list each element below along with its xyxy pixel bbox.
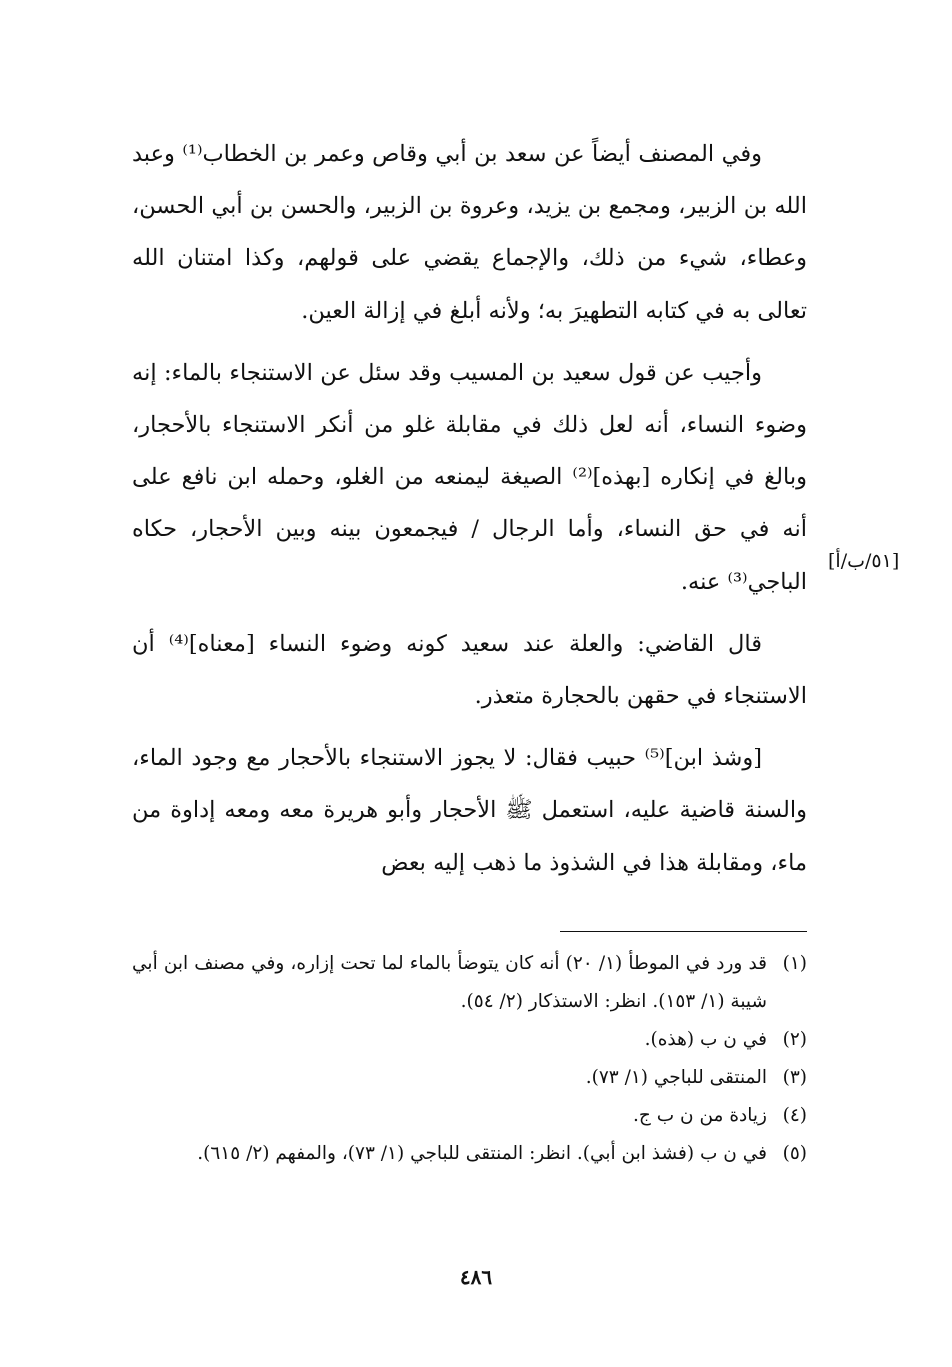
- main-text: [132, 128, 807, 889]
- footnote: [132, 1021, 807, 1059]
- footnote-text: في ن ب (هذه).: [644, 1029, 767, 1050]
- footnote: [132, 1059, 807, 1097]
- footnotes: [132, 945, 807, 1173]
- footnote: [132, 945, 807, 1021]
- footnote-divider: [560, 931, 807, 932]
- paragraph: وفي المصنف أيضاً عن سعد بن أبي وقاص وعمر بن الخطاب⁽¹⁾ وعبد الله بن الزبير، ومجمع بن يزيد، وعروة بن الزبير، والحسن بن أبي الحسن، وعطاء، شيء من ذلك، والإجماع يقضي على قولهم، وكذا امتنان الله تعالى به في كتابه التطهيرَ به؛ ولأنه أبلغ في إزالة العين.: [132, 141, 807, 324]
- footnote: [132, 1097, 807, 1135]
- footnote-text: قد ورد في الموطأ (١/ ٢٠) أنه كان يتوضأ بالماء لما تحت إزاره، وفي مصنف ابن أبي شيبة (١/ ١٥٣). انظر: الاستذكار (٢/ ٥٤).: [132, 953, 767, 1012]
- footnote-number: (٣): [782, 1067, 807, 1088]
- paragraph: وأجيب عن قول سعيد بن المسيب وقد سئل عن الاستنجاء بالماء: إنه وضوء النساء، أنه لعل ذلك في مقابلة غلو من أنكر الاستنجاء بالأحجار، وبالغ في إنكاره [بهذه]⁽²⁾ الصيغة ليمنعه من الغلو، وحمله ابن نافع على أنه في حق النساء، وأما الرجال / فيجمعون بينه وبين الأحجار، حكاه الباجي⁽³⁾ عنه.: [132, 359, 807, 595]
- paragraph: قال القاضي: والعلة عند سعيد كونه وضوء النساء [معناه]⁽⁴⁾ أن الاستنجاء في حقهن بالحجارة متعذر.: [132, 630, 807, 710]
- footnote-text: زيادة من ن ب ج.: [633, 1105, 767, 1126]
- footnote-number: (٤): [782, 1105, 807, 1126]
- paragraph: [وشذ ابن]⁽⁵⁾ حبيب فقال: لا يجوز الاستنجاء بالأحجار مع وجود الماء، والسنة قاضية عليه، استعمل ﷺ الأحجار وأبو هريرة معه ومعه إداوة من ماء، ومقابلة هذا في الشذوذ ما ذهب إليه بعض: [132, 745, 807, 876]
- footnote-text: المنتقى للباجي (١/ ٧٣).: [585, 1067, 767, 1088]
- footnote-number: (١): [782, 953, 807, 974]
- footnote-number: (٢): [782, 1029, 807, 1050]
- page-number: ٤٨٦: [459, 1265, 493, 1289]
- footnote: [132, 1135, 807, 1173]
- footnote-number: (٥): [782, 1143, 807, 1164]
- footnote-text: في ن ب (فشذ ابن أبي). انظر: المنتقى للباجي (١/ ٧٣)، والمفهم (٢/ ٦١٥).: [197, 1143, 767, 1164]
- manuscript-folio-reference: [٥١/ب/أ]: [828, 550, 900, 572]
